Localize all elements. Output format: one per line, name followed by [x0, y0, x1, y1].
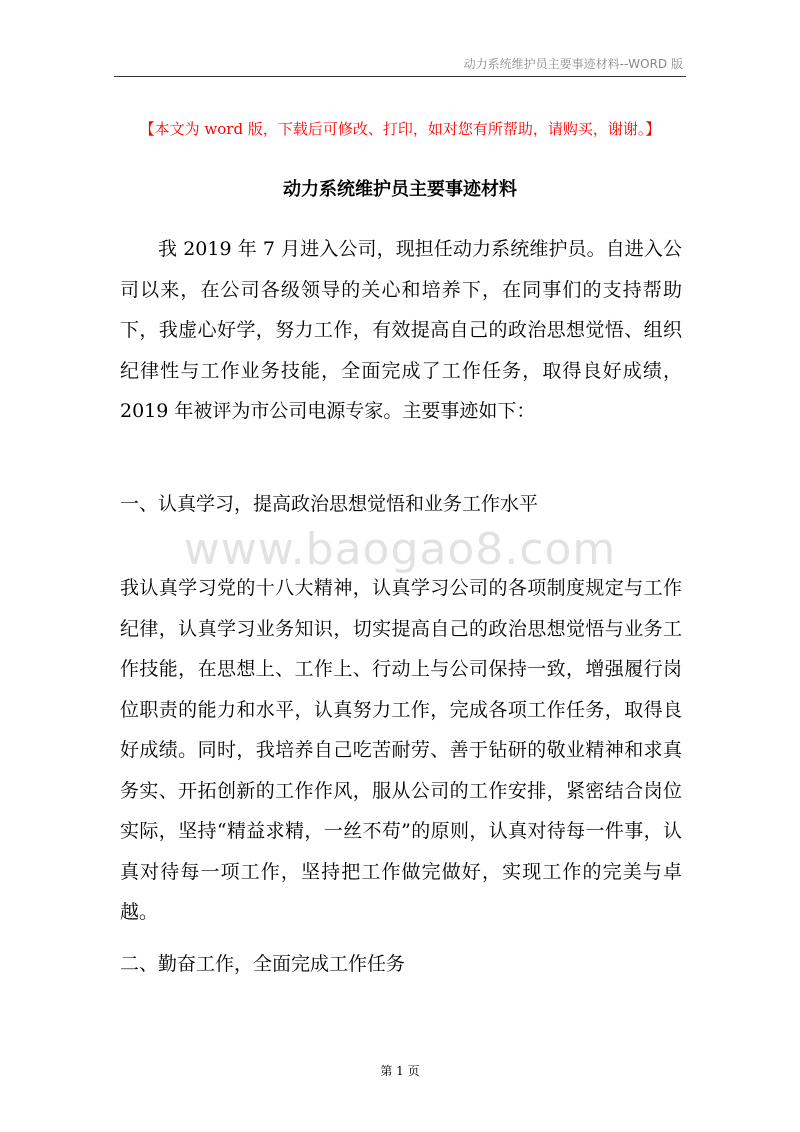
- intro-paragraph: 我 2019 年 7 月进入公司，现担任动力系统维护员。自进入公司以来，在公司各级领导的关心和培养下，在同事们的支持帮助下，我虚心好学，努力工作，有效提高自己的政治思想觉悟、组织纪律性与工作业务技能，全面完成了工作任务，取得良好成绩，2019 年被评为市公司电源专家。主要事迹如下：: [120, 238, 682, 422]
- watermark-text: www.baogao8.com: [183, 524, 617, 575]
- page-number: 第 1 页: [380, 1064, 420, 1078]
- section-1-paragraph: 我认真学习党的十八大精神，认真学习公司的各项制度规定与工作纪律，认真学习业务知识，切实提高自己的政治思想觉悟与业务工作技能，在思想上、工作上、行动上与公司保持一致，增强履行岗位职责的能力和水平，认真努力工作，完成各项工作任务，取得良好成绩。同时，我培养自己吃苦耐劳、善于钻研的敬业精神和求真务实、开拓创新的工作作风，服从公司的工作安排，紧密结合岗位实际，坚持“精益求精，一丝不苟”的原则，认真对待每一件事，认真对待每一项工作，坚持把工作做完做好，实现工作的完美与卓越。: [120, 577, 682, 923]
- section-heading-2: 二、勤奋工作，全面完成工作任务: [120, 953, 406, 975]
- document-title: 动力系统维护员主要事迹材料: [283, 179, 517, 200]
- running-header: 动力系统维护员主要事迹材料--WORD 版: [463, 57, 683, 71]
- download-notice: 【本文为 word 版，下载后可修改、打印，如对您有所帮助，请购买，谢谢。】: [139, 120, 661, 138]
- section-heading-1: 一、认真学习，提高政治思想觉悟和业务工作水平: [120, 493, 539, 515]
- header-divider: [114, 76, 686, 77]
